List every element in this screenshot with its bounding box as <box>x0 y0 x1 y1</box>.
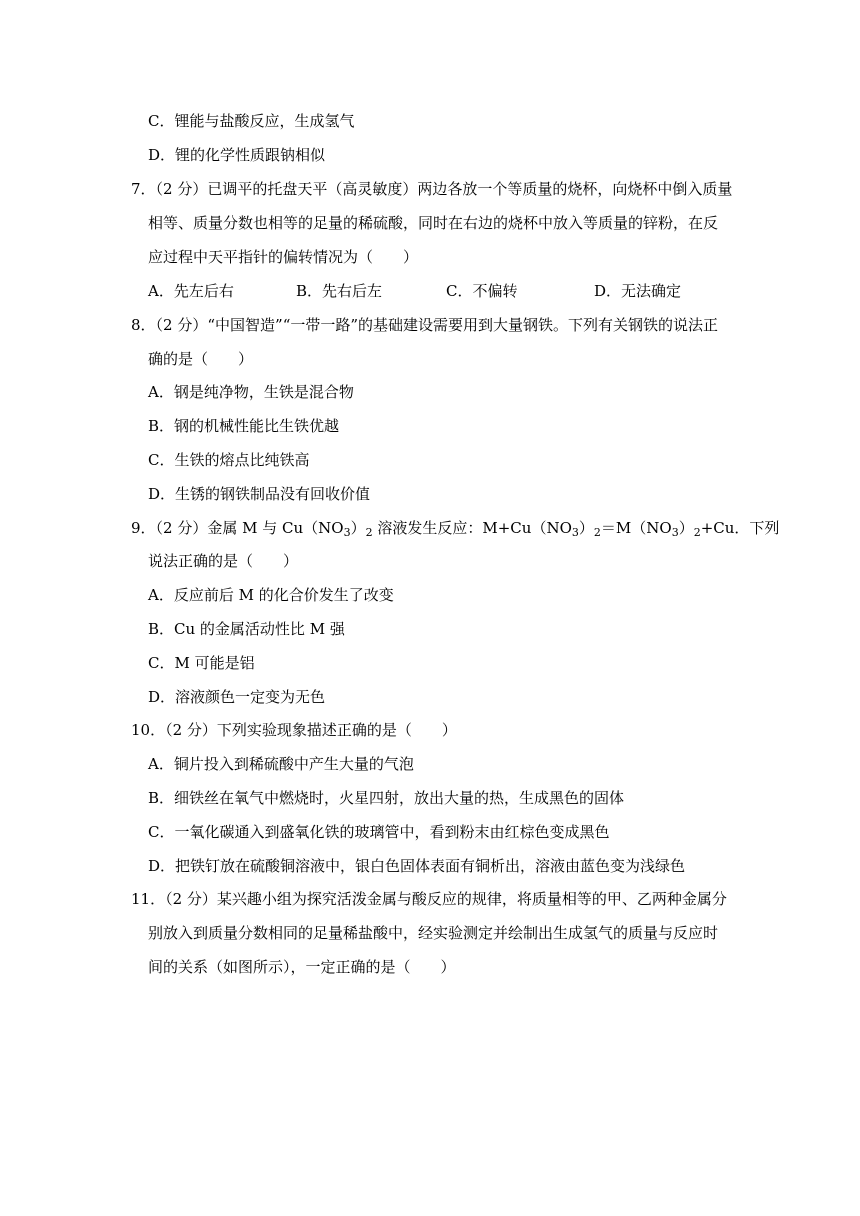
q11-stem-line-2: 别放入到质量分数相同的足量稀盐酸中，经实验测定并绘制出生成氢气的质量与反应时 <box>148 924 719 942</box>
q10-option-a: A．铜片投入到稀硫酸中产生大量的气泡 <box>148 755 414 773</box>
q8-option-d: D．生锈的钢铁制品没有回收价值 <box>148 485 371 503</box>
q8-option-b: B．钢的机械性能比生铁优越 <box>148 417 340 435</box>
q7-option-d: D．无法确定 <box>594 282 682 300</box>
q9-option-c: C．M 可能是铝 <box>148 654 255 672</box>
q8-option-a: A．钢是纯净物，生铁是混合物 <box>148 383 354 401</box>
q9-option-d: D．溶液颜色一定变为无色 <box>148 688 326 706</box>
q11-stem-line-1: 11．（2 分）某兴趣小组为探究活泼金属与酸反应的规律，将质量相等的甲、乙两种金属分 <box>131 890 727 908</box>
q7-stem-line-3: 应过程中天平指针的偏转情况为（ ） <box>148 248 419 266</box>
q10-option-b: B．细铁丝在氧气中燃烧时，火星四射，放出大量的热，生成黑色的固体 <box>148 789 625 807</box>
q7-option-c: C．不偏转 <box>446 282 518 300</box>
q7-stem-line-2: 相等、质量分数也相等的足量的稀硫酸，同时在右边的烧杯中放入等质量的锌粉，在反 <box>148 214 719 232</box>
q10-option-d: D．把铁钉放在硫酸铜溶液中，银白色固体表面有铜析出，溶液由蓝色变为浅绿色 <box>148 857 686 875</box>
q7-option-b: B．先右后左 <box>296 282 383 300</box>
q9-stem-line-1: 9．（2 分）金属 M 与 $Cu(NO_3)_2$ 溶液发生反应：$M+Cu(NO_3)_2=M(NO_3)_2+Cu$．下列 <box>131 519 780 539</box>
q8-stem-line-2: 确的是（ ） <box>148 350 254 368</box>
q11-stem-line-3: 间的关系（如图所示），一定正确的是（ ） <box>148 958 456 976</box>
q8-option-c: C．生铁的熔点比纯铁高 <box>148 451 310 469</box>
q10-option-c: C．一氧化碳通入到盛氧化铁的玻璃管中，看到粉末由红棕色变成黑色 <box>148 823 610 841</box>
q7-stem-line-1: 7．（2 分）已调平的托盘天平（高灵敏度）两边各放一个等质量的烧杯，向烧杯中倒入质量 <box>131 180 733 198</box>
q9-option-b: B．Cu 的金属活动性比 M 强 <box>148 620 345 638</box>
q9-stem-line-2: 说法正确的是（ ） <box>148 552 299 570</box>
q8-stem-line-1: 8．（2 分）“中国智造”“一带一路”的基础建设需要用到大量钢铁。下列有关钢铁的说法正 <box>131 316 719 334</box>
q7-option-a: A．先左后右 <box>148 282 234 300</box>
q9-option-a: A．反应前后 M 的化合价发生了改变 <box>148 586 394 604</box>
q6-option-c: C．锂能与盐酸反应，生成氢气 <box>148 112 355 130</box>
q7-options-row <box>0 281 860 301</box>
q10-stem-line-1: 10．（2 分）下列实验现象描述正确的是（ ） <box>131 721 457 739</box>
q6-option-d: D．锂的化学性质跟钠相似 <box>148 146 326 164</box>
